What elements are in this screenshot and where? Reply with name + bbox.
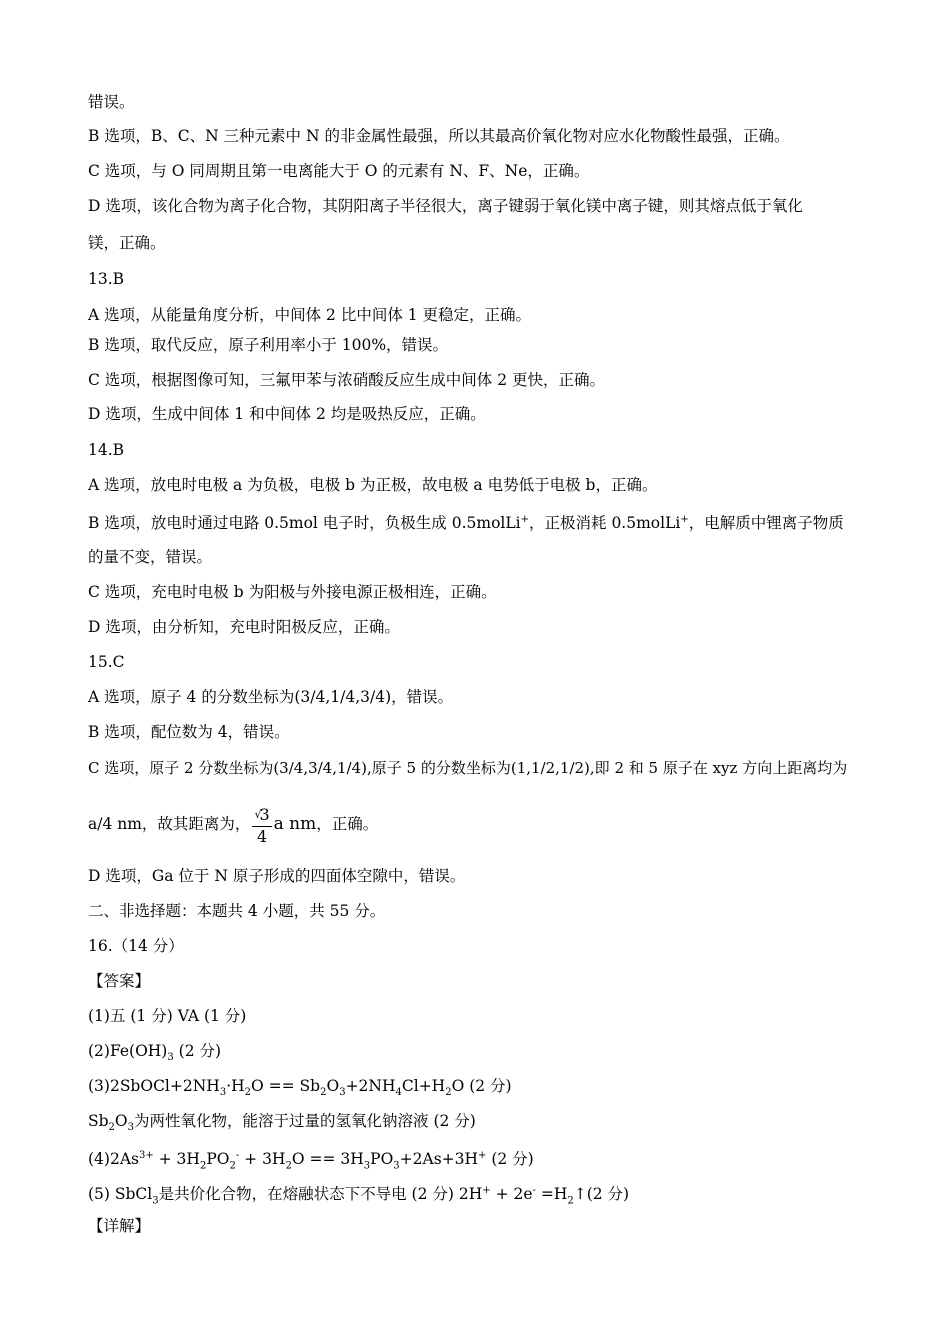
text-segment: O == 3H bbox=[291, 1150, 364, 1169]
detail-heading: 【详解】 bbox=[88, 1217, 151, 1235]
fraction-denominator: 4 bbox=[256, 826, 268, 846]
superscript: - bbox=[532, 1185, 536, 1196]
answer-line bbox=[88, 1146, 534, 1176]
answer-line bbox=[88, 1181, 629, 1211]
question-number: 15.C bbox=[88, 653, 125, 671]
text-segment: a/4 nm，故其距离为， bbox=[88, 815, 251, 833]
text-line: B 选项，B、C、N 三种元素中 N 的非金属性最强，所以其最高价氧化物对应水化物酸性最强，正确。 bbox=[88, 127, 790, 145]
subscript: 2 bbox=[229, 1160, 236, 1172]
question-number: 13.B bbox=[88, 270, 125, 288]
text-segment: ，正确。 bbox=[316, 815, 379, 833]
subscript: 3 bbox=[339, 1087, 346, 1099]
subscript: 4 bbox=[395, 1087, 402, 1099]
subscript: 3 bbox=[152, 1195, 159, 1207]
text-line: C 选项，原子 2 分数坐标为(3/4,3/4,1/4),原子 5 的分数坐标为(1,1/2,1/2),即 2 和 5 原子在 xyz 方向上距离均为 bbox=[88, 759, 848, 777]
text-segment: ↑(2 分) bbox=[573, 1185, 630, 1204]
text-segment: ·H bbox=[226, 1077, 245, 1095]
text-segment: + 3H bbox=[239, 1150, 286, 1169]
text-segment: =H bbox=[535, 1185, 568, 1204]
text-segment: +2NH bbox=[345, 1077, 396, 1095]
text-line bbox=[88, 800, 378, 848]
text-line: A 选项，从能量角度分析，中间体 2 比中间体 1 更稳定，正确。 bbox=[88, 306, 532, 324]
superscript: + bbox=[520, 514, 530, 525]
subscript: 2 bbox=[320, 1087, 327, 1099]
text-segment: +2As+3H bbox=[399, 1150, 479, 1169]
answer-line: (1)五 (1 分) VA (1 分) bbox=[88, 1007, 247, 1025]
subscript: 2 bbox=[199, 1160, 207, 1172]
superscript: 3+ bbox=[138, 1150, 154, 1161]
text-line: 错误。 bbox=[88, 93, 135, 111]
subscript: 2 bbox=[108, 1122, 115, 1134]
subscript: 2 bbox=[244, 1087, 252, 1099]
text-segment: (2)Fe(OH) bbox=[88, 1042, 168, 1060]
subscript: 3 bbox=[219, 1087, 227, 1099]
radicand: 3 bbox=[259, 804, 270, 824]
text-line: A 选项，原子 4 的分数坐标为(3/4,1/4,3/4)，错误。 bbox=[88, 688, 454, 706]
subscript: 2 bbox=[567, 1195, 574, 1207]
superscript: + bbox=[680, 514, 689, 525]
text-segment: (2 分) bbox=[173, 1042, 222, 1060]
sqrt3-over-4-fraction bbox=[252, 804, 271, 847]
unit-text: a nm bbox=[273, 814, 317, 834]
text-segment: + 3H bbox=[153, 1150, 200, 1169]
subscript: 3 bbox=[127, 1122, 135, 1134]
text-segment: (5) SbCl bbox=[88, 1185, 153, 1204]
superscript: - bbox=[235, 1150, 240, 1161]
text-line: B 选项，取代反应，原子利用率小于 100%，错误。 bbox=[88, 336, 449, 354]
fraction-numerator bbox=[252, 804, 271, 827]
subscript: 2 bbox=[445, 1087, 452, 1099]
text-segment: O (2 分) bbox=[451, 1077, 512, 1095]
answer-line bbox=[88, 1076, 512, 1103]
question-number: 14.B bbox=[88, 441, 125, 459]
subscript: 2 bbox=[285, 1160, 292, 1172]
text-line: C 选项，充电时电极 b 为阳极与外接电源正极相连，正确。 bbox=[88, 583, 497, 601]
text-segment: 为两性氧化物，能溶于过量的氢氧化钠溶液 (2 分) bbox=[134, 1112, 476, 1130]
answer-line bbox=[88, 1041, 221, 1068]
text-line: C 选项，与 O 同周期且第一电离能大于 O 的元素有 N、F、Ne，正确。 bbox=[88, 162, 590, 180]
text-line: 镁，正确。 bbox=[88, 234, 166, 252]
text-line: D 选项，Ga 位于 N 原子形成的四面体空隙中，错误。 bbox=[88, 867, 466, 885]
superscript: + bbox=[482, 1185, 491, 1196]
text-segment: Sb bbox=[88, 1112, 109, 1130]
subscript: 3 bbox=[363, 1160, 371, 1172]
text-segment: (4)2As bbox=[88, 1150, 139, 1169]
text-line: D 选项，生成中间体 1 和中间体 2 均是吸热反应，正确。 bbox=[88, 405, 486, 423]
answer-heading: 【答案】 bbox=[88, 972, 151, 990]
text-segment: O bbox=[114, 1112, 128, 1130]
text-segment: ，电解质中锂离子物质 bbox=[688, 514, 844, 533]
superscript: + bbox=[478, 1150, 487, 1161]
text-line: D 选项，由分析知，充电时阳极反应，正确。 bbox=[88, 618, 400, 636]
text-segment: O bbox=[326, 1077, 340, 1095]
text-line: B 选项，配位数为 4，错误。 bbox=[88, 723, 290, 741]
subscript: 3 bbox=[167, 1052, 174, 1064]
text-segment: ，正极消耗 0.5molLi bbox=[529, 514, 681, 533]
text-line: A 选项，放电时电极 a 为负极，电极 b 为正极，故电极 a 电势低于电极 b，正确。 bbox=[88, 476, 658, 494]
text-segment: (2 分) bbox=[486, 1150, 534, 1169]
text-segment: (3)2SbOCl+2NH bbox=[88, 1077, 220, 1095]
text-line: C 选项，根据图像可知，三氟甲苯与浓硝酸反应生成中间体 2 更快，正确。 bbox=[88, 371, 606, 389]
subscript: 3 bbox=[393, 1160, 400, 1172]
text-segment: O == Sb bbox=[251, 1077, 321, 1095]
text-segment: + 2e bbox=[490, 1185, 533, 1204]
question-number: 16.（14 分） bbox=[88, 937, 184, 955]
answer-line bbox=[88, 1111, 476, 1138]
section-heading: 二、非选择题：本题共 4 小题，共 55 分。 bbox=[88, 902, 386, 920]
text-line bbox=[88, 510, 844, 533]
text-segment: PO bbox=[206, 1150, 230, 1169]
text-segment: 是共价化合物，在熔融状态下不导电 (2 分) 2H bbox=[158, 1185, 483, 1204]
text-line: 的量不变，错误。 bbox=[88, 548, 213, 566]
text-segment: B 选项，放电时通过电路 0.5mol 电子时，负极生成 0.5molLi bbox=[88, 514, 521, 533]
sqrt-symbol: √ bbox=[254, 807, 262, 821]
text-line: D 选项，该化合物为离子化合物，其阴阳离子半径很大，离子键弱于氧化镁中离子键，则其熔点低于氧化 bbox=[88, 197, 803, 215]
text-segment: Cl+H bbox=[401, 1077, 446, 1095]
text-segment: PO bbox=[370, 1150, 394, 1169]
